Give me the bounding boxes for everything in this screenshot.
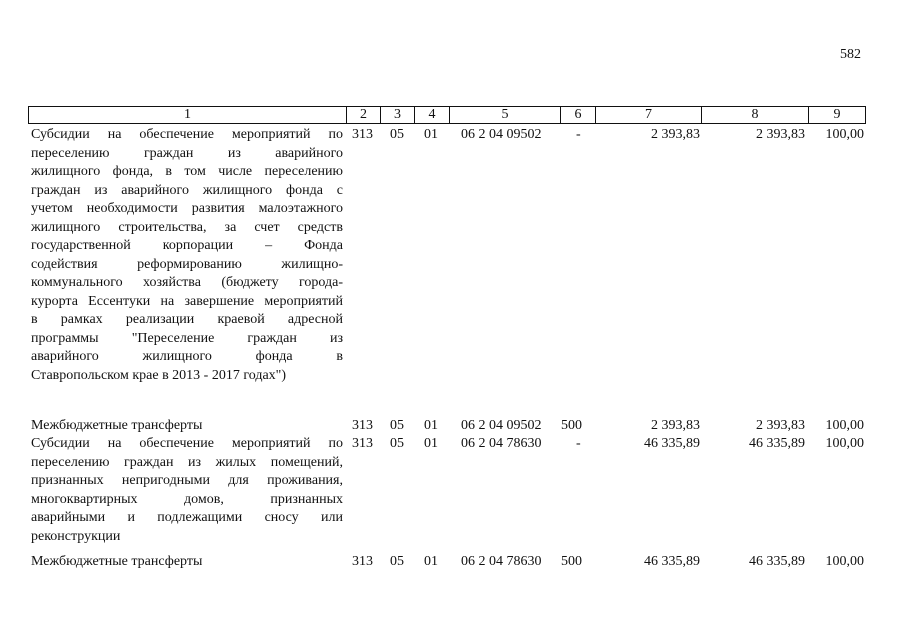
cell-col-4: 01	[424, 127, 438, 142]
cell-col-9: 100,00	[825, 554, 864, 569]
cell-col-4: 01	[424, 554, 438, 569]
description-line: в рамках реализации краевой адресной	[31, 312, 343, 327]
page-number: 582	[840, 47, 861, 62]
header-col-8: 8	[701, 107, 808, 123]
description-line: граждан из аварийного жилищного фонда с	[31, 182, 343, 198]
description-line: жилищного фонда, в том числе переселению	[31, 164, 343, 179]
cell-col-4: 01	[424, 436, 438, 451]
cell-col-7: 2 393,83	[651, 418, 700, 433]
cell-col-6: -	[576, 436, 581, 451]
description-line: Межбюджетные трансферты	[31, 418, 203, 433]
description-line: Субсидии на обеспечение мероприятий по	[31, 436, 343, 451]
cell-col-3: 05	[390, 436, 404, 451]
description-line: переселению граждан из аварийного	[31, 145, 343, 161]
table-row-description	[31, 553, 343, 572]
header-col-3: 3	[380, 107, 414, 123]
description-line: аварийного жилищного фонда в	[31, 349, 343, 364]
cell-col-6: 500	[561, 418, 582, 433]
cell-col-6: -	[576, 127, 581, 142]
description-line: Субсидии на обеспечение мероприятий по	[31, 127, 343, 142]
cell-col-8: 2 393,83	[756, 127, 805, 142]
description-line: Межбюджетные трансферты	[31, 554, 203, 569]
cell-col-3: 05	[390, 127, 404, 142]
table-row-description	[31, 417, 343, 436]
header-col-9: 9	[808, 107, 865, 123]
cell-col-5: 06 2 04 78630	[461, 554, 542, 569]
cell-col-6: 500	[561, 554, 582, 569]
description-line: реконструкции	[31, 528, 121, 544]
cell-col-9: 100,00	[825, 436, 864, 451]
cell-col-2: 313	[352, 554, 373, 569]
cell-col-5: 06 2 04 78630	[461, 436, 542, 451]
description-line: аварийными и подлежащими сносу или	[31, 510, 343, 525]
cell-col-8: 2 393,83	[756, 418, 805, 433]
description-line: переселению граждан из жилых помещений,	[31, 454, 343, 470]
description-line: жилищного строительства, за счет средств	[31, 219, 343, 235]
cell-col-3: 05	[390, 554, 404, 569]
description-line: коммунального хозяйства (бюджету города-	[31, 275, 343, 290]
table-header	[28, 106, 866, 124]
description-line: программы "Переселение граждан из	[31, 330, 343, 346]
description-line: признанных непригодными для проживания,	[31, 473, 343, 488]
description-line: Ставропольском крае в 2013 - 2017 годах")	[31, 367, 287, 383]
cell-col-4: 01	[424, 418, 438, 433]
header-col-2: 2	[346, 107, 380, 123]
description-line: учетом необходимости развития малоэтажного	[31, 201, 343, 216]
header-col-1: 1	[184, 107, 191, 122]
cell-col-3: 05	[390, 418, 404, 433]
cell-col-7: 46 335,89	[644, 436, 700, 451]
cell-col-5: 06 2 04 09502	[461, 127, 542, 142]
description-line: содействия реформированию жилищно-	[31, 256, 343, 272]
cell-col-2: 313	[352, 436, 373, 451]
cell-col-2: 313	[352, 127, 373, 142]
cell-col-2: 313	[352, 418, 373, 433]
cell-col-7: 46 335,89	[644, 554, 700, 569]
cell-col-8: 46 335,89	[749, 436, 805, 451]
cell-col-9: 100,00	[825, 418, 864, 433]
table-row-description	[31, 435, 343, 546]
cell-col-9: 100,00	[825, 127, 864, 142]
header-col-5: 5	[449, 107, 560, 123]
description-line: многоквартирных домов, признанных	[31, 491, 343, 507]
table-row-description	[31, 126, 343, 385]
description-line: курорта Ессентуки на завершение мероприятий	[31, 293, 343, 309]
header-col-4: 4	[414, 107, 449, 123]
cell-col-7: 2 393,83	[651, 127, 700, 142]
header-col-6: 6	[560, 107, 595, 123]
description-line: государственной корпорации – Фонда	[31, 238, 343, 253]
cell-col-8: 46 335,89	[749, 554, 805, 569]
cell-col-5: 06 2 04 09502	[461, 418, 542, 433]
header-col-7: 7	[595, 107, 701, 123]
